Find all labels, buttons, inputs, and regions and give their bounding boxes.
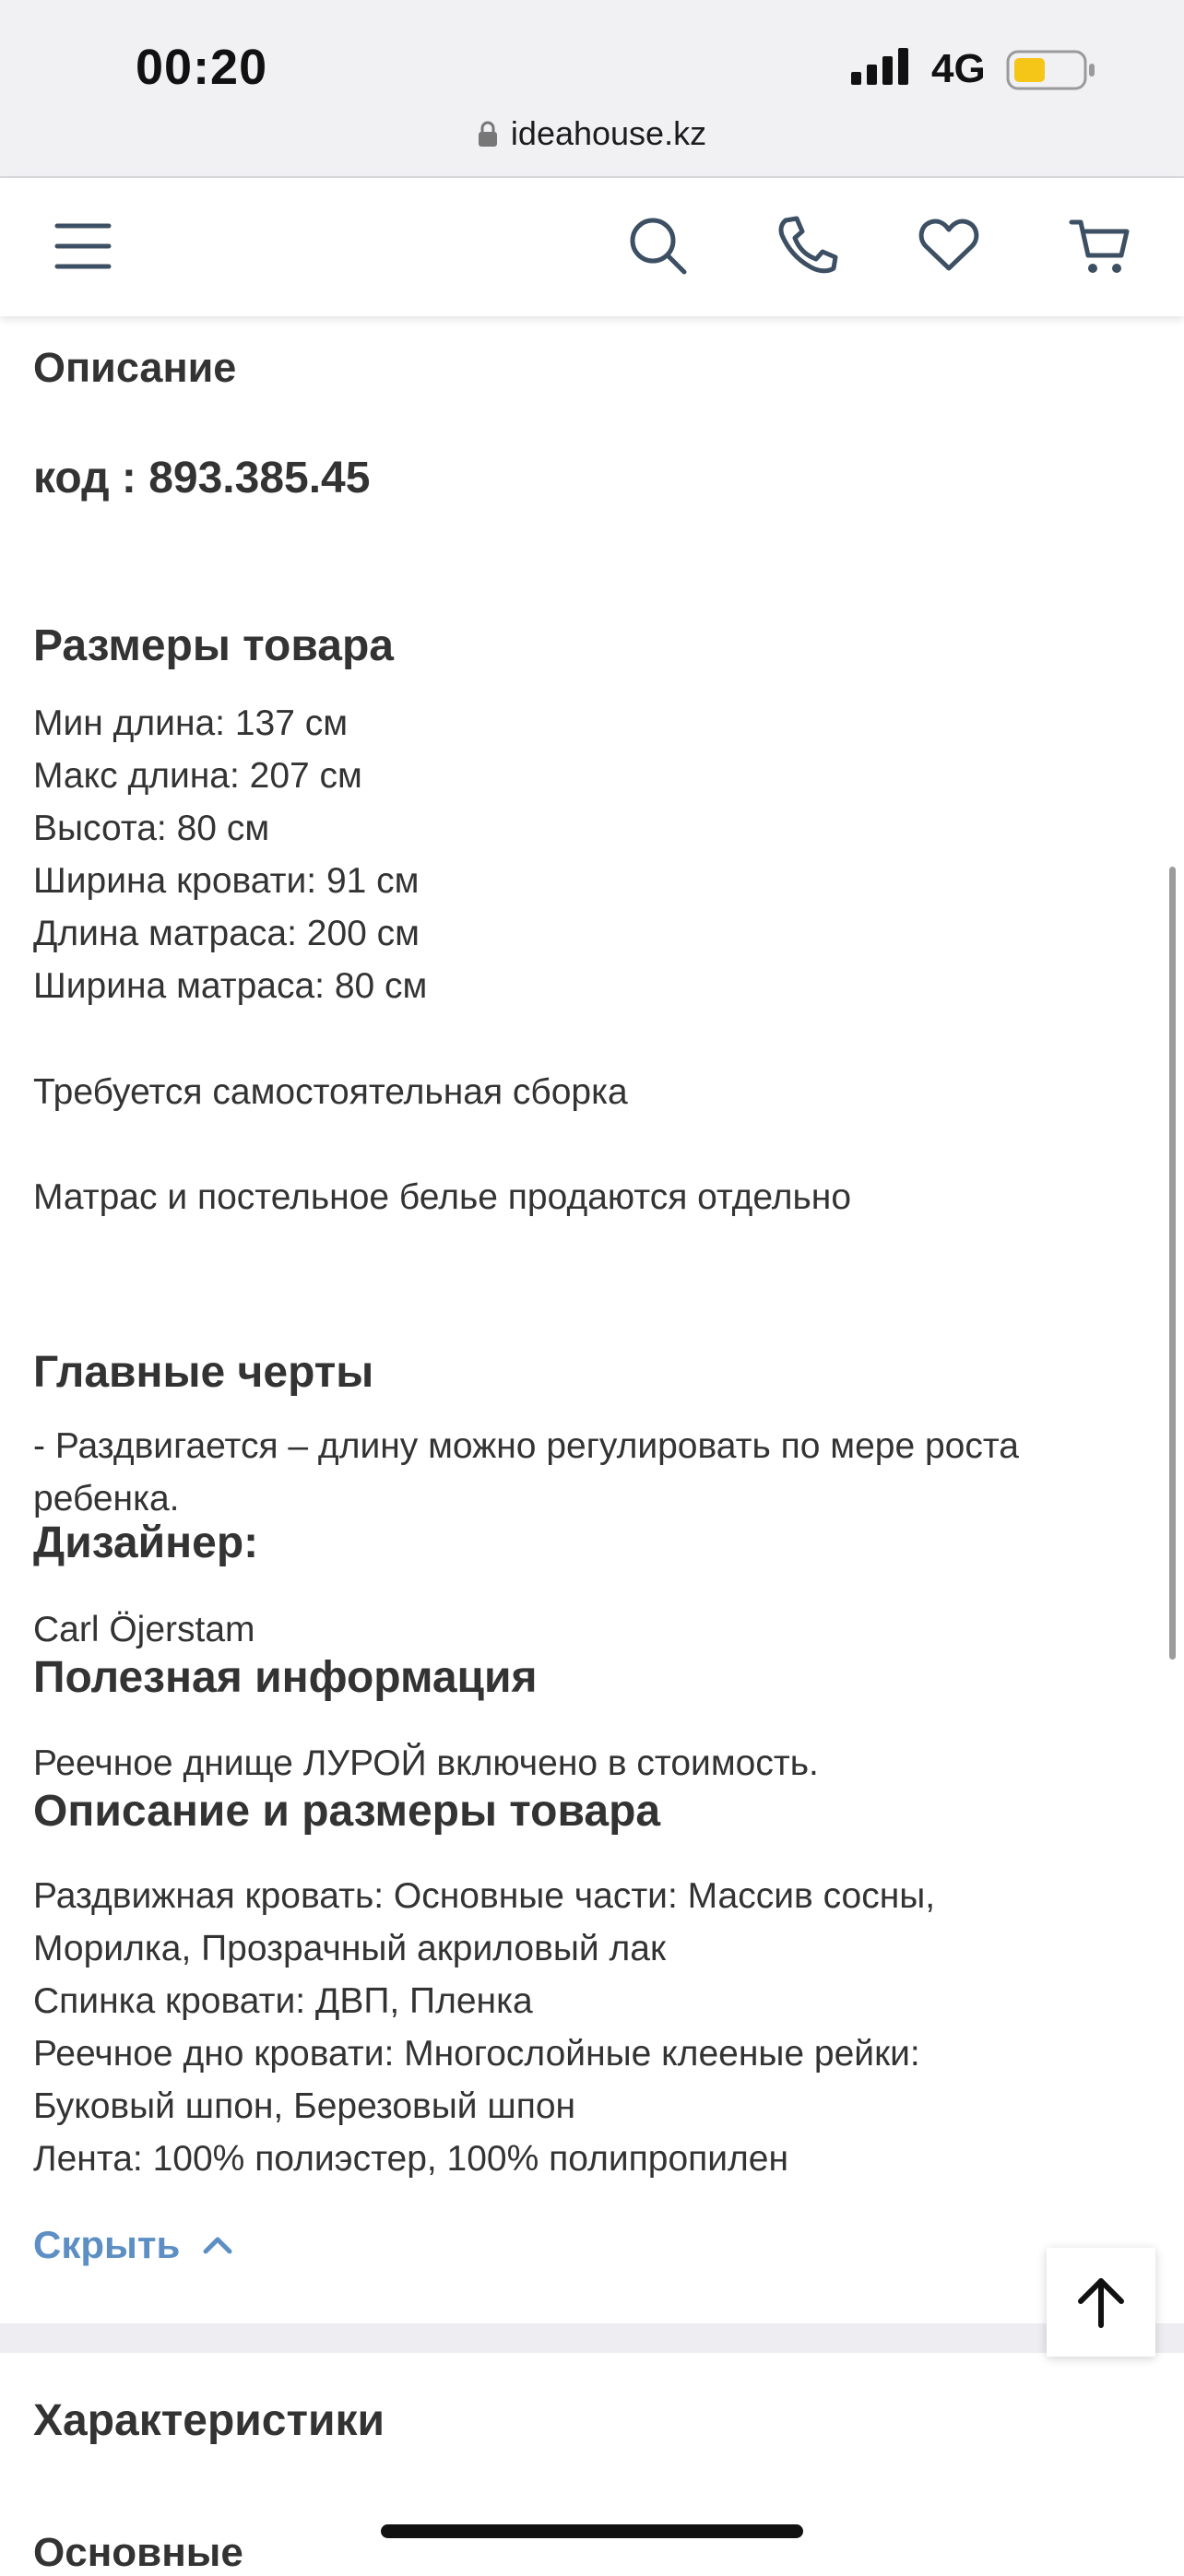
- designer-heading: Дизайнер:: [33, 1518, 259, 1567]
- material-line: Буковый шпон, Березовый шпон: [33, 2086, 576, 2126]
- network-type: 4G: [931, 46, 986, 91]
- battery-icon: [1006, 50, 1098, 90]
- cart-icon[interactable]: [1068, 215, 1132, 279]
- sizes-heading: Размеры товара: [33, 621, 394, 670]
- features-heading: Главные черты: [33, 1348, 374, 1397]
- cellular-signal-icon: [851, 48, 916, 85]
- features-text: - Раздвигается – длину можно регулировать по мере роста ребенка.: [33, 1426, 1019, 1518]
- scroll-to-top-button[interactable]: [1047, 2248, 1155, 2357]
- useful-info-text: Реечное днище ЛУРОЙ включено в стоимость.: [33, 1743, 819, 1783]
- material-line: Морилка, Прозрачный акриловый лак: [33, 1929, 667, 1968]
- collapse-description-link[interactable]: [33, 2223, 233, 2267]
- search-icon[interactable]: [627, 215, 690, 278]
- useful-info-heading: Полезная информация: [33, 1653, 538, 1702]
- material-line: Лента: 100% полиэстер, 100% полипропилен: [33, 2139, 789, 2179]
- site-header: [0, 178, 1184, 316]
- size-line: Макс длина: 207 см: [33, 756, 362, 796]
- section-divider: [0, 2323, 1184, 2353]
- home-indicator[interactable]: [381, 2524, 803, 2538]
- materials-heading: Описание и размеры товара: [33, 1787, 661, 1836]
- size-line: Ширина кровати: 91 см: [33, 861, 420, 901]
- chevron-up-icon: [202, 2235, 233, 2255]
- product-description-section: [0, 316, 1184, 2323]
- sizes-list: [33, 697, 427, 1012]
- status-time: 00:20: [136, 40, 268, 95]
- menu-icon[interactable]: [53, 219, 112, 274]
- phone-icon[interactable]: [776, 215, 839, 278]
- arrow-up-icon: [1075, 2275, 1127, 2329]
- material-line: Реечное дно кровати: Многослойные клееные рейки:: [33, 2034, 920, 2074]
- material-line: Раздвижная кровать: Основные части: Массив сосны,: [33, 1876, 936, 1916]
- section-title: Описание: [33, 344, 237, 391]
- lock-icon: [478, 120, 498, 148]
- sold-separately-note: Матрас и постельное белье продаются отдельно: [33, 1177, 852, 1217]
- size-line: Длина матраса: 200 см: [33, 914, 420, 953]
- heart-icon[interactable]: [918, 217, 979, 274]
- size-line: Ширина матраса: 80 см: [33, 966, 428, 1006]
- designer-name: Carl Öjerstam: [33, 1610, 255, 1649]
- collapse-label: Скрыть: [33, 2223, 181, 2266]
- materials-list: [33, 1870, 935, 2185]
- material-line: Спинка кровати: ДВП, Пленка: [33, 1981, 533, 2021]
- url-text: ideahouse.kz: [510, 114, 707, 152]
- browser-top-bar: [0, 0, 1184, 178]
- address-bar[interactable]: [0, 114, 1184, 153]
- product-code: код : 893.385.45: [33, 454, 371, 502]
- basic-subheading: Основные: [33, 2530, 243, 2575]
- page-scrollbar[interactable]: [1169, 867, 1176, 1660]
- characteristics-heading: Характеристики: [33, 2396, 385, 2445]
- size-line: Высота: 80 см: [33, 809, 270, 848]
- size-line: Мин длина: 137 см: [33, 703, 349, 743]
- assembly-note: Требуется самостоятельная сборка: [33, 1072, 628, 1112]
